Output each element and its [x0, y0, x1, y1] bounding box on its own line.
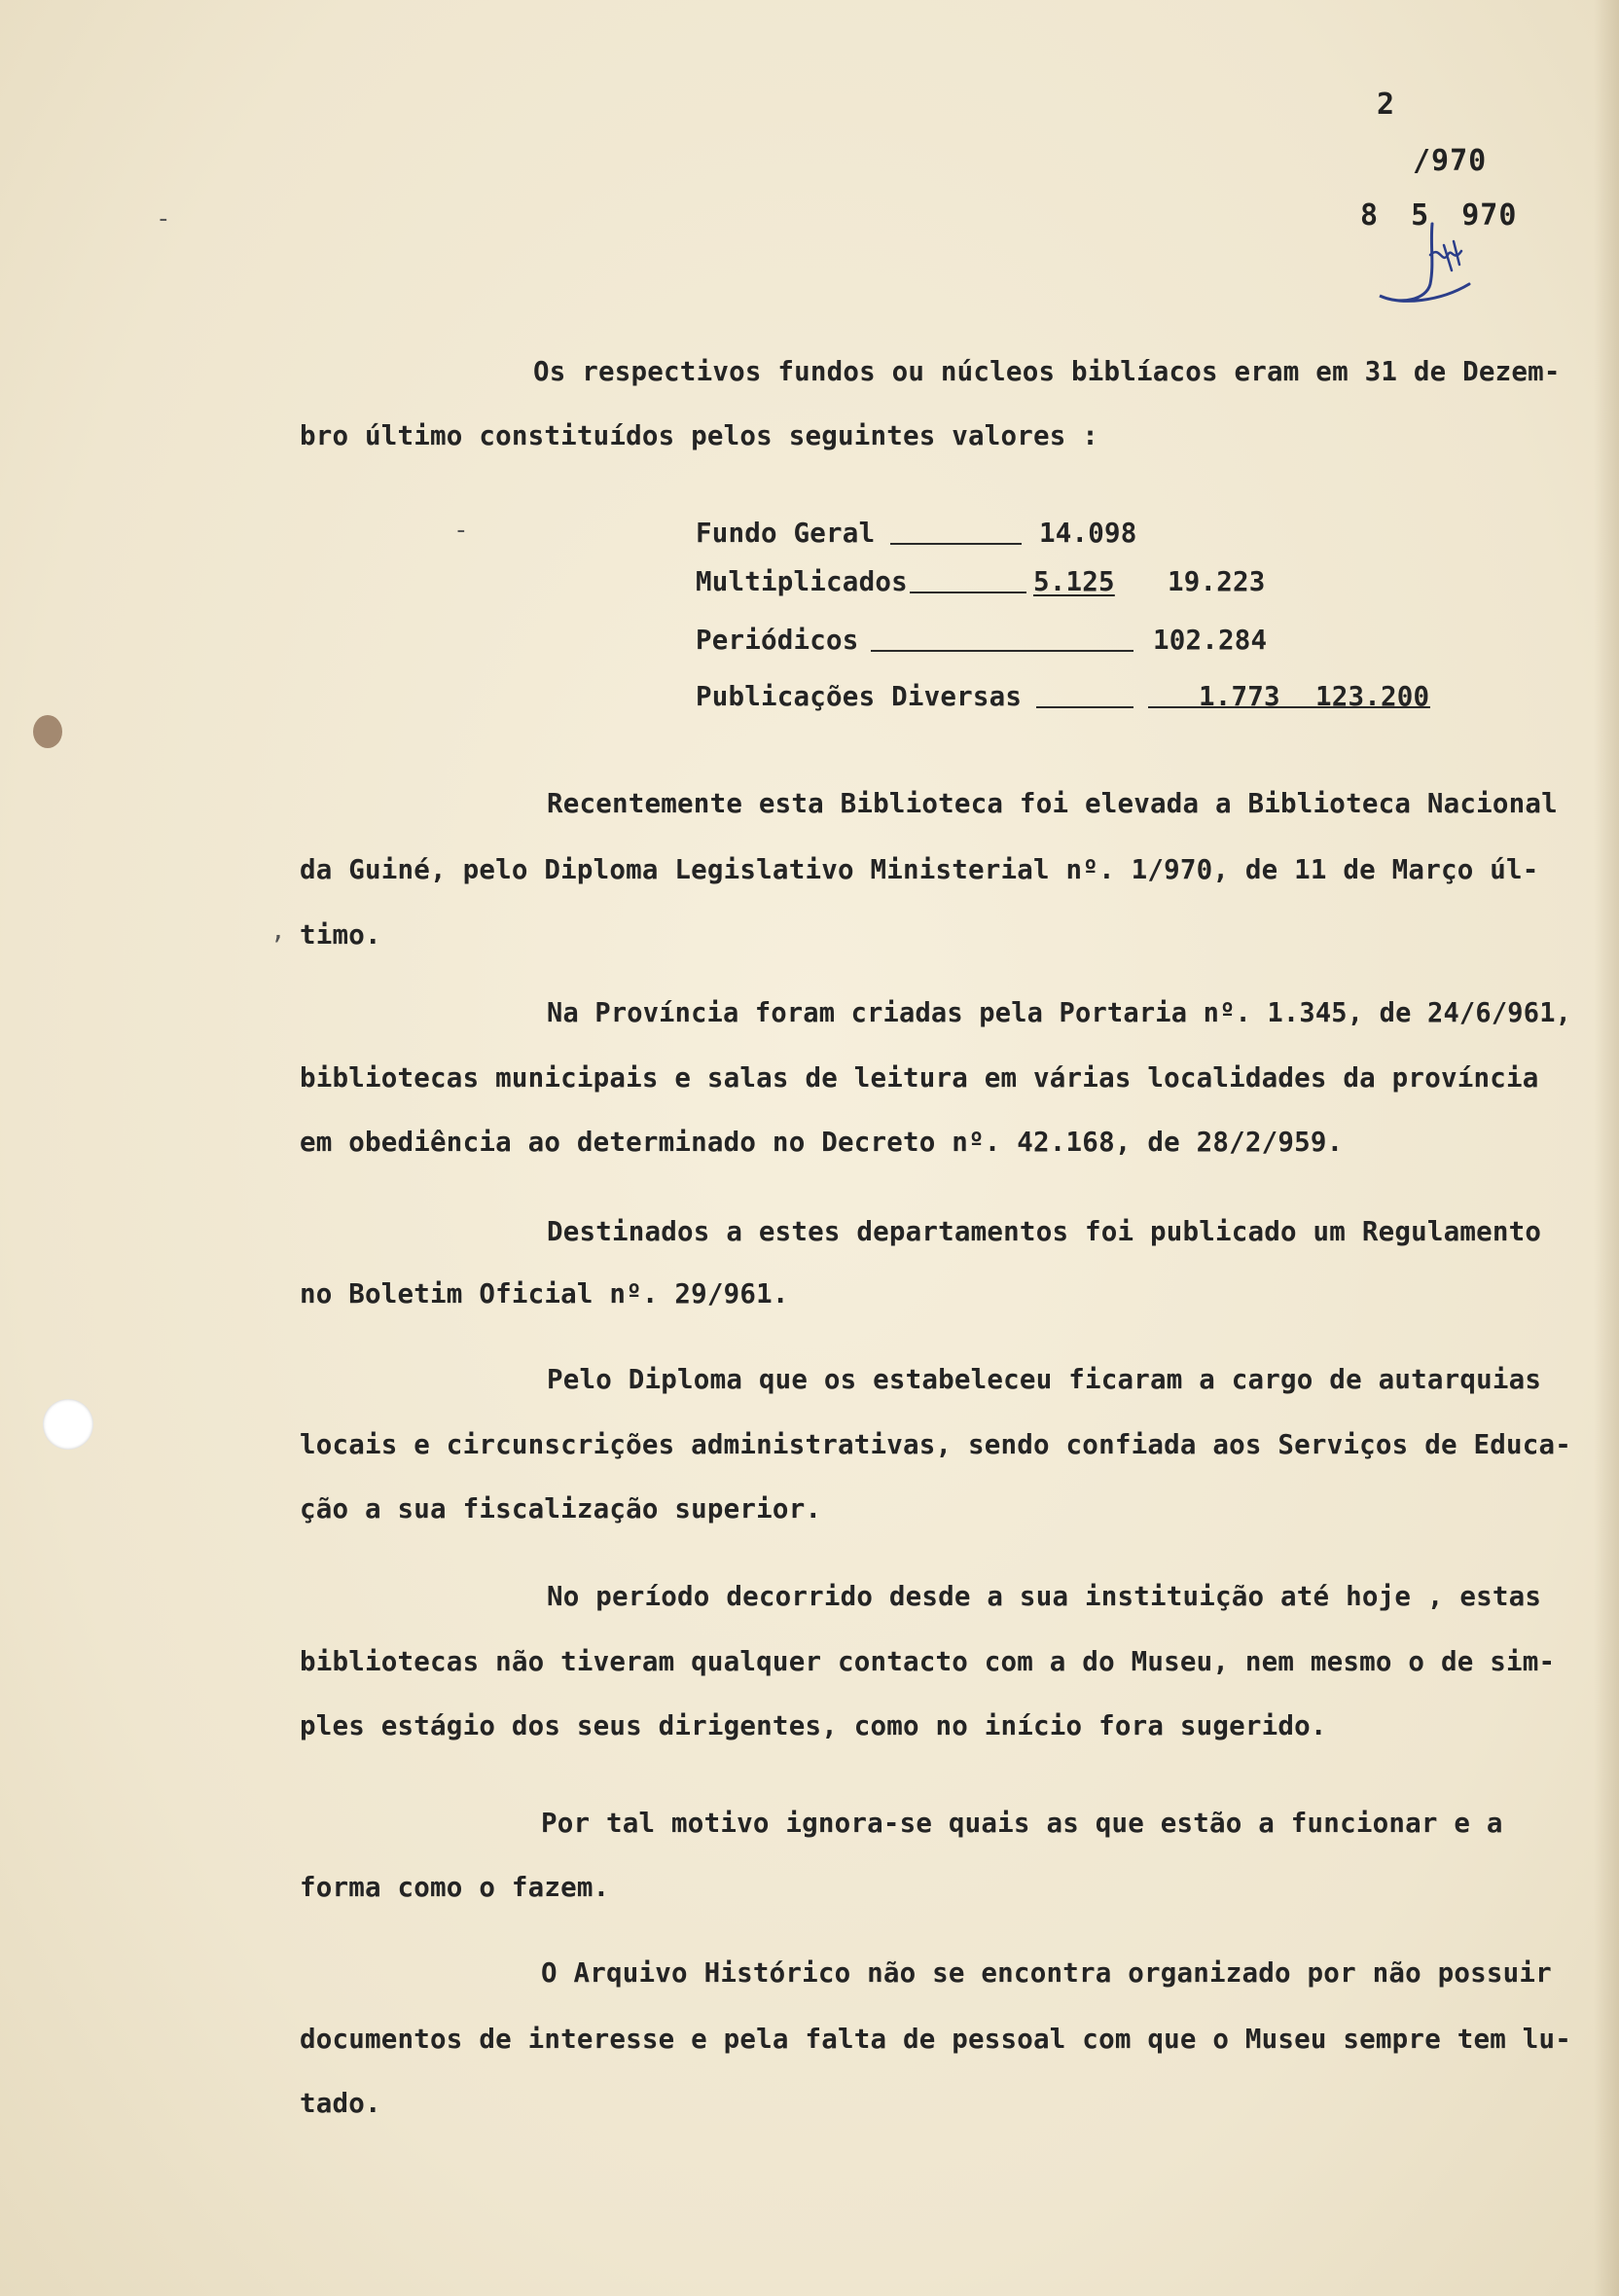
- funds-label: Fundo Geral: [696, 518, 876, 549]
- handwritten-initials: [1372, 216, 1489, 313]
- funds-label: Multiplicados: [696, 566, 908, 597]
- funds-subtotal: 102.284: [1153, 625, 1268, 656]
- stray-mark: -: [453, 516, 469, 545]
- page-edge-shadow: [1594, 0, 1619, 2296]
- funds-value: 1.773: [1199, 681, 1280, 712]
- stray-mark: ,: [270, 916, 286, 946]
- funds-total: 123.200: [1315, 681, 1430, 712]
- paragraph-line: ples estágio dos seus dirigentes, como no início fora sugerido.: [300, 1710, 1327, 1741]
- leader-line: [871, 650, 1133, 652]
- paragraph-line: Por tal motivo ignora-se quais as que estão a funcionar e a: [541, 1808, 1503, 1839]
- paragraph-line: em obediência ao determinado no Decreto nº. 42.168, de 28/2/959.: [300, 1127, 1344, 1158]
- paragraph-line: ção a sua fiscalização superior.: [300, 1493, 822, 1525]
- paragraph-line: Pelo Diploma que os estabeleceu ficaram a cargo de autarquias: [547, 1364, 1542, 1395]
- reference-date: 8 5 970: [1360, 198, 1518, 233]
- stray-mark: -: [156, 204, 171, 233]
- funds-row: [0, 518, 1619, 556]
- leader-line: [890, 543, 1022, 545]
- paragraph-line: da Guiné, pelo Diploma Legislativo Ministerial nº. 1/970, de 11 de Março úl-: [300, 854, 1539, 885]
- leader-line: [910, 592, 1026, 593]
- paragraph-line: forma como o fazem.: [300, 1872, 610, 1903]
- paragraph-line: bibliotecas não tiveram qualquer contacto com a do Museu, nem mesmo o de sim-: [300, 1646, 1556, 1677]
- reference-number: /970: [1413, 144, 1488, 178]
- punch-hole: [43, 1399, 93, 1450]
- funds-value: 14.098: [1039, 518, 1137, 549]
- funds-value: 5.125: [1033, 566, 1115, 597]
- funds-row: [0, 681, 1619, 720]
- paragraph-line: O Arquivo Histórico não se encontra organizado por não possuir: [541, 1957, 1552, 1989]
- paragraph-line: Destinados a estes departamentos foi publicado um Regulamento: [547, 1216, 1542, 1247]
- paragraph-line: tado.: [300, 2088, 381, 2119]
- funds-label: Publicações Diversas: [696, 681, 1023, 712]
- funds-subtotal: 19.223: [1168, 566, 1266, 597]
- paragraph-line: documentos de interesse e pela falta de pessoal com que o Museu sempre tem lu-: [300, 2024, 1571, 2055]
- paragraph-line: Na Província foram criadas pela Portaria nº. 1.345, de 24/6/961,: [547, 997, 1572, 1028]
- intro-line: bro último constituídos pelos seguintes valores :: [300, 420, 1099, 451]
- leader-line: [1036, 706, 1133, 708]
- intro-line: Os respectivos fundos ou núcleos biblíacos eram em 31 de Dezem-: [533, 356, 1561, 387]
- page-number: 2: [1377, 88, 1396, 122]
- funds-row: [0, 625, 1619, 664]
- funds-label: Periódicos: [696, 625, 859, 656]
- paragraph-line: timo.: [300, 919, 381, 951]
- paragraph-line: No período decorrido desde a sua instituição até hoje , estas: [547, 1581, 1542, 1612]
- funds-row: [0, 566, 1619, 605]
- paragraph-line: Recentemente esta Biblioteca foi elevada a Biblioteca Nacional: [547, 788, 1558, 819]
- paragraph-line: no Boletim Oficial nº. 29/961.: [300, 1278, 789, 1309]
- paragraph-line: bibliotecas municipais e salas de leitura em várias localidades da província: [300, 1062, 1539, 1094]
- paragraph-line: locais e circunscrições administrativas, sendo confiada aos Serviços de Educa-: [300, 1429, 1571, 1460]
- rust-stain: [33, 715, 62, 748]
